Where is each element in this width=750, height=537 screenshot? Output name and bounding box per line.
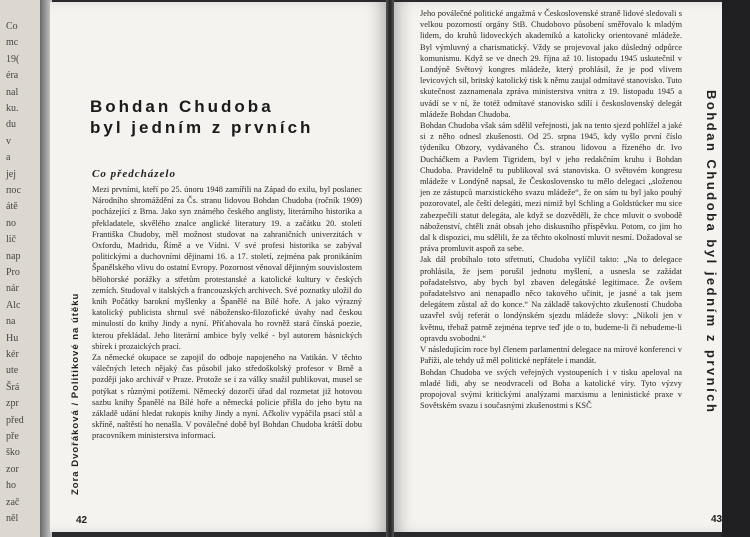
edge-fragment: zor <box>6 463 19 475</box>
chapter-title-line2: byl jedním z prvních <box>90 118 314 137</box>
edge-fragment: před <box>6 414 24 426</box>
edge-fragment: nár <box>6 283 19 295</box>
section-subtitle: Co předcházelo <box>92 168 176 180</box>
edge-fragment: Pro <box>6 267 20 278</box>
edge-fragment: éra <box>6 70 19 82</box>
edge-fragment: Šrá <box>6 381 20 393</box>
edge-fragment: 19( <box>6 53 20 65</box>
edge-fragment: ku. <box>6 103 19 114</box>
right-page-body: Jeho poválečné politické angažmá v Československé straně lidové sledovali s velkou pozorností orgány StB. Chudobovo působení směřovalo k mladým lidem, do kruhů lidoveckých akademiků a katolicky orientované mládeže. Byl výmluvný a charismatický. Vždy se projevoval jako důsledný odpůrce komunismu. Když se ve dnech 29. října až 10. listopadu 1945 uskutečnil v Londýně Světový kongres mládeže, který prohlásil, že je pod vlivem levicových sil, britský katolický tisk k němu zaujal odmítavé stanovisko. Tuto skutečnost zaznamenala zpráva ministerstva vnitra z 19. listopadu 1945 a uvádí se v ní, že totéž odmítavé stanovisko sdílí i československý delegát mládeže Bohdan Chudoba. Bohdan Chudoba však sám sdělil veřejnosti, jak na tento sjezd pohlížel a jaké si z něho odnesl zkušenosti. Od 25. srpna 1945, kdy vyšlo první číslo týdeníku Obzory, vydávaného Čs. stranou lidovou a řízeného dr. Ivo Ducháčkem a Pavlem Tigridem, byl v jeho redakčním kruhu i Bohdan Chudoba. Pravidelně tu publikoval svá stanoviska. O světovém kongresu mládeže v Londýně napsal, že Československo tu mělo delegaci „složenou jen ze zástupců marxistického svazu mládeže“, že on sám tu byl jako pouhý pozorovatel, ale čeští delegáti, mezi nimiž byl Schling a Goldstücker mu sice zabezpečili statut delegáta, ale když se dozvěděli, že chce mluvit o svobodě náboženství, chtěli znát obsah jeho diskusního příspěvku. Potom, co jim ho dal k dispozici, mu sdělili, že za těchto okolností mluvit nesmí. Dožadoval se práva promluvit aspoň za sebe. Jak dál probíhalo toto střetnutí, Chudoba vylíčil takto: „Na to delegace prohlásila, že jsem porušil jednotu myšlení, a usnesla se zažádat pořadatelstvo, aby bych byl zbaven delegátské legitimace. Že ovšem pořadatelstvo ani nenapadlo něco takového učinit, je jasné a tak jsem delegátem zůstal až do konce.“ Na základě takovýchto zkušeností Chudoba uzavřel svůj referát o londýnském sjezdu mládeže slovy: „Nikoli jen v květnu, třebaž patrně zejména teprve teď jde o to, budeme-li či nebudeme-li opravdu svobodni.“ V následujícím roce byl členem parlamentní delegace na mírové konferenci v Paříži, ale tehdy už měl politické nepřátele i mandát. Bohdan Chudoba ve svých veřejných vystoupeních i v tisku apeloval na mladé lidi, aby se neodvraceli od Boha a katolické víry. Tyto výzvy propojoval svými kritickými analýzami marxismu a leninistické praxe v Sovětském svazu i současnými zkušenostmi s KSČ <box>420 9 682 411</box>
chapter-title-line1: Bohdan Chudoba <box>90 97 274 116</box>
edge-fragment: ško <box>6 447 20 459</box>
edge-fragment: ho <box>6 480 16 492</box>
edge-fragment: nal <box>6 86 19 98</box>
edge-fragment: no <box>6 217 16 229</box>
left-page-body: Mezi prvními, kteří po 25. únoru 1948 zamířili na Západ do exilu, byl poslanec Národního shromáždění za Čs. stranu lidovou Bohdan Chudoba (ročník 1909) pocházející z Brna. Jako syn známého českého anglisty, literárního historika a překladatele, skvělého znalce anglické literatury 19. a začátku 20. století Františka Chudoby, měl možnost studovat na zahraničních univerzitách v Oxfordu, Madridu, Římě a ve Vídni. V své profesi historika se zabýval politickými a duchovními dějinami 16. a 17. století, zejména pak pronikáním Španělského vlivu do ostatní Evropy. Pozornost věnoval dějinným souvislostem bělohorské porážky a střetům protestanské a katolické kultury v českých zemích. Studoval v italských a francouzských archivech. Své poznatky uložil do knih Počátky barokní myšlenky a Španělé na Bílé hoře. A jako výrazný katolický publicista shrnul své nábožensko-filozofické úvahy nad českou minulostí do knihy Jindy a nyní. Příťahovala ho rovněž stará čínská poezie, kterou překládal. Jeho literární ambice byly velké - byl autorem básnických sbírek i prozaických prací. Za německé okupace se zapojil do odboje napojeného na Vatikán. V těchto válečných letech nějaký čas působil jako středoškolský profesor v Brně a později jako archivář v Praze. Protože se i za války snažil publikovat, musel se potýkat s různými potížemi. Německý dozorčí úřad dal rozmetat již hotovou sazbu knihy Španělé na Bílé hoře a německá policie přišla do jeho bytu na základě udání hledat rukopis knihy Jindy a nyní. Ačkoliv vypáčila psací stůl a skříně, naštěstí ho nenašla. V poválečné době byl Bohdan Chudoba krátší dobu pracovníkem ministerstva informací. <box>92 185 362 441</box>
left-page-number: 42 <box>76 515 88 526</box>
left-running-header: Zora Dvořáková / Politikové na útěku <box>70 292 81 495</box>
edge-fragment: kér <box>6 349 19 360</box>
edge-fragment: něl <box>6 513 19 524</box>
edge-fragment: ute <box>6 365 19 377</box>
edge-fragment: v <box>6 135 11 147</box>
edge-fragment: zač <box>6 496 20 508</box>
edge-fragment: mc <box>6 37 19 49</box>
edge-fragment: Alc <box>6 299 21 311</box>
scanner-edge <box>722 0 750 537</box>
edge-fragment: du <box>6 119 16 131</box>
edge-fragment: átě <box>6 201 18 213</box>
edge-fragment: a <box>6 152 11 164</box>
edge-fragment: na <box>6 316 16 328</box>
edge-fragment: nap <box>6 250 21 262</box>
edge-fragment: zpr <box>6 398 19 410</box>
edge-fragment: пос <box>6 185 22 196</box>
right-page-number: 43 <box>711 514 723 525</box>
book-gutter <box>386 0 394 537</box>
edge-fragment: lič <box>6 234 16 246</box>
edge-fragment: pře <box>6 431 19 442</box>
edge-fragment: Hu <box>6 332 19 344</box>
edge-fragment: Co <box>6 21 18 32</box>
chapter-title <box>90 96 313 138</box>
edge-fragment: jej <box>6 168 16 180</box>
right-running-header: Bohdan Chudoba byl jedním z prvních <box>704 90 719 415</box>
